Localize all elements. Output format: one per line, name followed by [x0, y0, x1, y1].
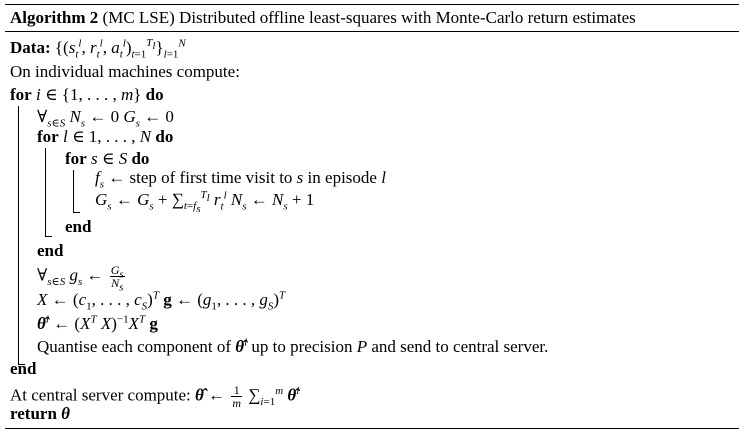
caption-rule: [5, 31, 739, 32]
quantise-text: Quantise each component of: [37, 337, 232, 356]
quantise-tail-text: up to precision: [251, 337, 353, 356]
end-for-i: end: [10, 359, 37, 378]
do-keyword: do: [155, 127, 174, 146]
for-l-block-tick: [45, 236, 52, 237]
central-text: At central server compute:: [10, 385, 191, 405]
central-line: At central server compute: θ̂ ← $\frac{1}{m}$ $\sum_{i=1}^m$ θ̂$^i$: [10, 383, 300, 410]
top-rule: [5, 4, 739, 5]
for-keyword: for: [37, 127, 59, 146]
for-s-block-bar: [73, 170, 74, 212]
data-line: [10, 37, 186, 61]
in-episode-text: in episode: [307, 168, 377, 187]
return-keyword: return: [10, 404, 57, 423]
quantise-end-text: and send to central server.: [371, 337, 549, 356]
bottom-rule: [5, 428, 739, 429]
for-l-block-bar: [45, 148, 46, 236]
for-l-line: for l ∈ 1, . . . , N do: [37, 127, 174, 146]
do-keyword: do: [131, 149, 150, 168]
algorithm-title: (MC LSE) Distributed offline least-squares with Monte-Carlo return estimates: [102, 8, 636, 27]
data-keyword: Data:: [10, 38, 51, 57]
algorithm-label: Algorithm 2: [10, 8, 99, 27]
for-i-line: for i ∈ {1, . . . , m} do: [10, 85, 164, 104]
on-machines-line: On individual machines compute:: [10, 62, 240, 81]
for-s-line: for s ∈ S do: [65, 149, 150, 168]
init-line: $\forall_{s\in S}$ $N_s$ ← 0 $G_s$ ← 0: [37, 107, 174, 130]
algorithm-caption: [10, 8, 636, 28]
quantise-line: Quantise each component of θ̂$^i$ up to precision P and send to central server.: [37, 336, 549, 356]
end-for-l: end: [37, 241, 64, 260]
end-for-s: end: [65, 217, 92, 236]
first-visit-text: step of first time visit to: [129, 168, 293, 187]
do-keyword: do: [145, 85, 164, 104]
x-line: X ← ($c_1$, . . . , $c_S)^T$ g ← ($g_1$, . . . , $g_S)^T$: [37, 289, 286, 313]
theta-line: θ̂$^i$ ← ($X^T$ $X)^{-1}X^T$ g: [37, 313, 158, 333]
update-line: $G_s$ ← $G_s + \sum_{t=f_s}^{T_l}$ $r_t^l$ $N_s$ ← $N_s + 1$: [95, 189, 315, 216]
return-line: return θ: [10, 404, 70, 423]
for-i-block-bar: [18, 106, 19, 364]
for-keyword: for: [65, 149, 87, 168]
for-keyword: for: [10, 85, 32, 104]
for-s-block-tick: [73, 212, 80, 213]
first-visit-line: $f_s$ ← step of first time visit to s in episode l: [95, 168, 386, 191]
data-formula: {($s_t^l$, $r_t^l$, $a_t^l)_{t=1}^{T_l}\}_{l=1}^N$: [54, 37, 186, 61]
g-line: $\forall_{s\in S}$ $g_s$ ← $\frac{G_s}{N_s}$: [37, 263, 124, 294]
